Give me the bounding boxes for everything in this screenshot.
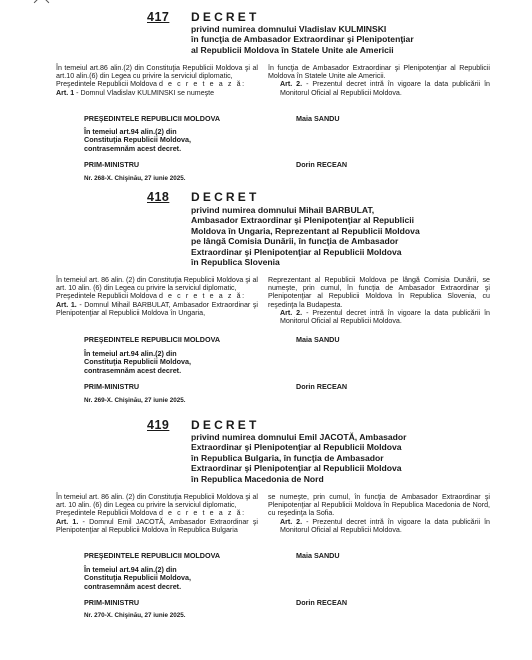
article-2: Art. 2. - Prezentul decret intră în vigoare la data publicării în Monitorul Oficial al Republicii Moldova.: [280, 308, 490, 326]
decree-number: 419: [147, 418, 170, 432]
article-1-continued: Reprezentant al Republicii Moldova pe lângă Comisia Dunării, se numeşte, prin cumul, în funcţia de Ambasador Extraordinar şi Plenipotenţiar al Republicii Moldova în Republica Slovenia, cu reşedinţa la Budapesta.: [268, 276, 490, 309]
prime-minister-name: Dorin RECEAN: [296, 382, 348, 391]
prime-minister-name: Dorin RECEAN: [296, 160, 348, 169]
decree-heading: DECRET: [191, 418, 260, 432]
president-name: Maia SANDU: [296, 114, 340, 123]
decree-right-column: [268, 276, 490, 325]
article-1: Art. 1. - Domnul Mihail BARBULAT, Ambasador Extraordinar şi Plenipotenţiar al Republicii Moldova în Ungaria,: [56, 300, 258, 317]
article-1: Art. 1 - Domnul Vladislav KULMINSKI se numeşte: [56, 88, 215, 97]
president-label: PREŞEDINTELE REPUBLICII MOLDOVA: [84, 114, 221, 123]
decree-footer: Nr. 269-X. Chişinău, 27 iunie 2025.: [84, 397, 186, 404]
prime-minister-label: PRIM-MINISTRU: [84, 598, 140, 607]
president-decrees: Preşedintele Republicii Moldova d e c r e t e a z ă:: [56, 509, 246, 518]
preamble: În temeiul art. 86 alin. (2) din Constituţia Republicii Moldova şi al art. 10 alin. (6) din Legea cu privire la serviciul diplomatic,: [56, 276, 258, 293]
preamble: În temeiul art. 86 alin. (2) din Constituţia Republicii Moldova şi al art. 10 alin. (6) din Legea cu privire la serviciul diplomatic,: [56, 493, 258, 510]
decree-right-column: [268, 64, 490, 97]
decree-number: 417: [147, 10, 170, 24]
decree-left-column: [44, 276, 258, 317]
countersign-note: În temeiul art.94 alin.(2) din Constituţia Republicii Moldova, contrasemnăm acest decret.: [84, 565, 192, 591]
decree-heading: DECRET: [191, 10, 260, 24]
decree-left-column: [44, 64, 258, 97]
corner-mark: [34, 0, 50, 10]
article-1: Art. 1. - Domnul Emil JACOTĂ, Ambasador Extraordinar şi Plenipotenţiar al Republicii Moldova în Republica Bulgaria: [56, 517, 258, 534]
decree-left-column: [44, 493, 258, 534]
article-2: Art. 2. - Prezentul decret intră în vigoare la data publicării în Monitorul Oficial al Republicii Moldova.: [280, 517, 490, 534]
countersign-note: În temeiul art.94 alin.(2) din Constituţia Republicii Moldova, contrasemnăm acest decret.: [84, 349, 192, 375]
president-decrees: Preşedintele Republicii Moldova d e c r e t e a z ă:: [56, 292, 246, 301]
president-decrees: Preşedintele Republicii Moldova d e c r e t e a z ă:: [56, 80, 246, 89]
decree-heading: DECRET: [191, 190, 260, 204]
countersign-note: În temeiul art.94 alin.(2) din Constituţia Republicii Moldova, contrasemnăm acest decret.: [84, 127, 192, 153]
decree-footer: Nr. 270-X. Chişinău, 27 iunie 2025.: [84, 612, 186, 619]
president-label: PREŞEDINTELE REPUBLICII MOLDOVA: [84, 551, 221, 560]
article-1-continued: se numeşte, prin cumul, în funcţia de Ambasador Extraordinar şi Plenipotenţiar al Republicii Moldova în Republica Macedonia de Nord, cu reşedinţa la Sofia.: [268, 493, 490, 518]
president-label: PREŞEDINTELE REPUBLICII MOLDOVA: [84, 335, 221, 344]
decree-footer: Nr. 268-X. Chişinău, 27 iunie 2025.: [84, 175, 186, 182]
article-1-continued: în funcţia de Ambasador Extraordinar şi Plenipotenţiar al Republicii Moldova în Statele Unite ale Americii.: [268, 64, 490, 81]
prime-minister-name: Dorin RECEAN: [296, 598, 348, 607]
president-name: Maia SANDU: [296, 551, 340, 560]
decree-title: privind numirea domnului Emil JACOTĂ, Ambasador Extraordinar şi Plenipotenţiar al Republicii Moldova în Republica Bulgaria, în funcţia de Ambasador Extraordinar şi Plenipotenţiar al Republicii Moldova în Republica Macedonia de Nord: [191, 432, 407, 484]
president-name: Maia SANDU: [296, 335, 340, 344]
decree-number: 418: [147, 190, 170, 204]
decree-title: privind numirea domnului Mihail BARBULAT, Ambasador Extraordinar şi Plenipotenţiar al Republicii Moldova în Ungaria, Reprezentant al Republicii Moldova pe lângă Comisia Dunării, în funcţia de Ambasador Extraordinar şi Plenipotenţiar al Republicii Moldova în Republica Slovenia: [191, 205, 420, 268]
decree-title: privind numirea domnului Vladislav KULMINSKI în funcţia de Ambasador Extraordinar şi Plenipotenţiar al Republicii Moldova în Statele Unite ale Americii: [191, 24, 414, 55]
decree-right-column: [268, 493, 490, 534]
article-2: Art. 2. - Prezentul decret intră în vigoare la data publicării în Monitorul Oficial al Republicii Moldova.: [280, 80, 490, 97]
prime-minister-label: PRIM-MINISTRU: [84, 160, 140, 169]
preamble: În temeiul art.86 alin.(2) din Constituţia Republicii Moldova şi al art.10 alin.(6) din Legea cu privire la serviciul diplomatic,: [56, 64, 258, 81]
prime-minister-label: PRIM-MINISTRU: [84, 382, 140, 391]
